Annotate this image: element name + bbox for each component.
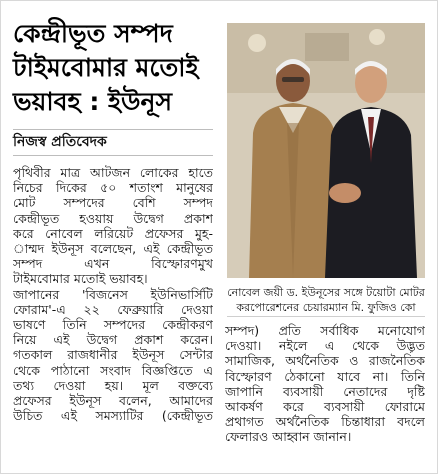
body-line: নিয়ে এই উদ্বেগ প্রকাশ করেন। <box>13 332 213 348</box>
body-line: কেন্দ্রীভূত হওয়ায় উদ্বেগ প্রকাশ <box>13 210 213 226</box>
body-line: জাপানি ব্যবসায়ী নেতাদের দৃষ্টি <box>225 383 425 399</box>
body-line: থেকে পাঠানো সংবাদ বিজ্ঞপ্তিতে এ <box>13 362 213 378</box>
headline-line: টাইমবোমার মতোই <box>13 53 199 82</box>
headline-line: কেন্দ্রীভূত সম্পদ <box>13 19 173 48</box>
news-photo <box>227 23 425 278</box>
body-line: দেওয়া। নইলে এ থেকে উদ্ভূত <box>225 338 425 354</box>
byline-divider-bottom <box>13 155 213 156</box>
body-line: করে নোবেল লরিয়েট প্রফেসর মুহ- <box>13 225 213 241</box>
photo-caption <box>227 285 425 315</box>
byline: নিজস্ব প্রতিবেদক <box>13 134 107 150</box>
body-line: বিস্ফোরণ ঠেকানো যাবে না। তিনি <box>225 368 425 384</box>
body-line: প্রথাগত অর্থনৈতিক চিন্তাধারা বদলে <box>225 414 425 430</box>
body-line: পৃথিবীর মাত্র আটজন লোকের হাতে <box>13 165 213 180</box>
body-line: সম্পদ এখন বিস্ফোরণমুখ <box>13 256 213 272</box>
body-line: প্রফেসর ইউনূস বলেন, আমাদের <box>13 393 213 409</box>
body-line: সম্পদ) প্রতি সর্বাধিক মনোযোগ <box>225 323 425 338</box>
body-line: টাইমবোমার মতোই ভয়াবহ। <box>13 271 148 287</box>
body-line: উচিত এই সমস্যাটির (কেন্দ্রীভূত <box>13 408 213 424</box>
headline-line: ভয়াবহ : ইউনূস <box>13 87 172 116</box>
body-line: াম্মদ ইউনূস বলেছেন, এই কেন্দ্রীভূত <box>13 241 213 257</box>
body-line: তথ্য দেওয়া হয়। মূল বক্তব্যে <box>13 377 213 393</box>
body-line: জাপানের 'বিজনেস ইউনিভার্সিটি <box>13 286 213 302</box>
caption-line: করপোরেশনের চেয়ারম্যান মি. ফুজিও কো <box>236 301 416 314</box>
news-photo-illustration <box>227 23 425 278</box>
body-line: ভাষণে তিনি সম্পদের কেন্দ্রীকরণ <box>13 317 213 333</box>
body-line: নিচের দিকের ৫০ শতাংশ মানুষের <box>13 180 213 196</box>
headline <box>13 17 213 119</box>
body-line: সামাজিক, অর্থনৈতিক ও রাজনৈতিক <box>225 353 425 369</box>
body-line: ফোরাম'-এ ২২ ফেব্রুয়ারি দেওয়া <box>13 301 213 317</box>
body-line: মোট সম্পদের বেশি সম্পদ <box>13 195 213 211</box>
byline-divider-top <box>13 129 213 130</box>
article-body-right-column <box>225 323 425 445</box>
caption-divider <box>227 316 425 317</box>
body-line: ফেলারও আহ্বান জানান। <box>225 429 352 445</box>
caption-line: নোবেল জয়ী ড. ইউনূসের সঙ্গে টয়োটা মোটর <box>227 286 425 299</box>
body-line: গতকাল রাজধানীর ইউনূস সেন্টার <box>13 347 213 363</box>
body-line: আকর্ষণ করে ব্যবসায়ী ফোরামে <box>225 399 425 415</box>
article-body-left-column <box>13 165 213 423</box>
